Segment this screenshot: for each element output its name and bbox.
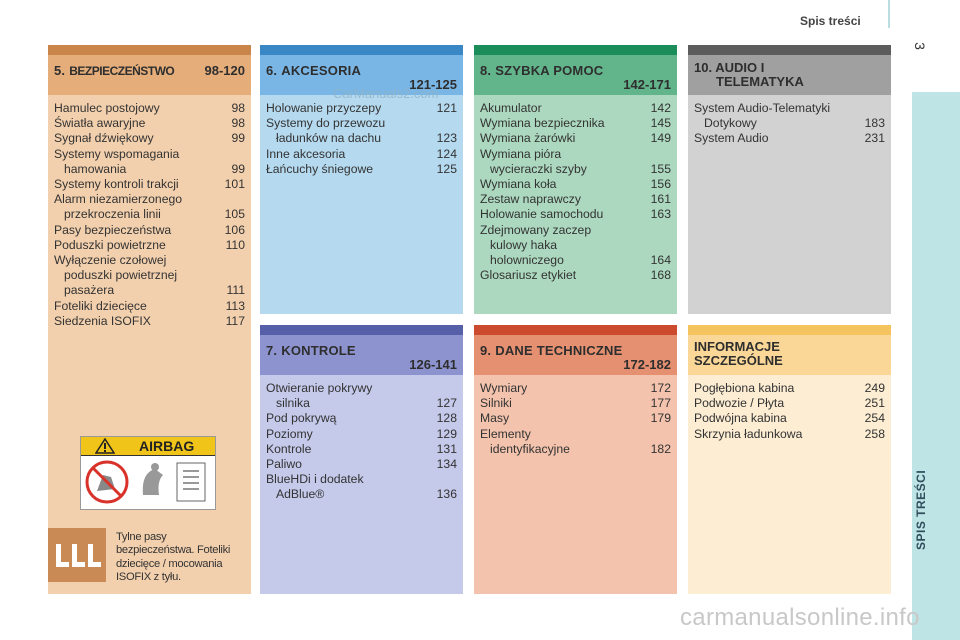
toc-entry-page: 99 (231, 161, 245, 176)
toc-entry-label-line: Alarm niezamierzonego (54, 192, 183, 207)
section-9-card (474, 325, 677, 594)
toc-entry-page: 182 (650, 441, 671, 456)
section-7-card (260, 325, 463, 594)
toc-entry-label (54, 223, 225, 238)
toc-entry[interactable] (694, 427, 885, 442)
toc-entry-label-line: Łańcuchy śniegowe (266, 161, 374, 176)
toc-entry[interactable] (480, 147, 671, 177)
toc-entry-page: 98 (231, 101, 245, 115)
toc-entry-page: 99 (231, 131, 245, 146)
toc-entry-label (54, 314, 226, 329)
toc-entry-page: 128 (436, 411, 457, 426)
section-9-range: 172-182 (623, 357, 671, 372)
toc-entry-label-line: wycieraczki szyby (490, 161, 587, 176)
toc-entry-label-line: AdBlue® (276, 487, 325, 502)
rear-seats-note: Tylne pasy bezpieczeństwa. Foteliki dziecięce / mocowania ISOFIX z tyłu. (116, 531, 231, 584)
toc-entry-label-line: Pasy bezpieczeństwa (54, 222, 172, 237)
section-6-body (260, 95, 463, 314)
toc-entry-label-line: Holowanie przyczepy (266, 101, 382, 115)
section-6-band (260, 45, 463, 55)
toc-entry-page: 101 (224, 177, 245, 192)
toc-entry-label-line: Podwójna kabina (694, 411, 787, 426)
toc-entry-label-line: poduszki powietrznej (64, 268, 178, 283)
header-divider (888, 0, 890, 28)
toc-entry-label-line: Kontrole (266, 441, 312, 456)
toc-entry-label (694, 427, 865, 442)
toc-entry[interactable] (54, 116, 245, 131)
toc-entry[interactable] (266, 442, 457, 457)
section-10-name-line2: TELEMATYKA (716, 74, 804, 89)
toc-entry-label (480, 411, 651, 426)
toc-entry[interactable] (694, 381, 885, 396)
toc-entry[interactable] (266, 472, 457, 502)
toc-entry-label-line: Masy (480, 411, 510, 426)
toc-entry-label-line: Systemy kontroli trakcji (54, 177, 179, 192)
section-9-entries (480, 381, 671, 457)
toc-entry-label-line: Hamulec postojowy (54, 101, 160, 115)
toc-entry-label (266, 147, 437, 162)
toc-entry-page: 231 (864, 131, 885, 146)
toc-entry-page: 98 (231, 116, 245, 131)
toc-entry[interactable] (266, 101, 457, 116)
toc-entry-label (54, 253, 226, 299)
section-7-band (260, 325, 463, 335)
warning-triangle-icon (95, 438, 115, 454)
toc-entry-page: 258 (864, 426, 885, 441)
toc-entry-page: 172 (650, 381, 671, 395)
section-8-card (474, 45, 677, 314)
toc-entry-label (480, 116, 651, 131)
seats-pictogram-icon (48, 528, 106, 582)
toc-entry-label-line: Holowanie samochodu (480, 207, 604, 222)
side-tab[interactable] (912, 92, 960, 640)
toc-entry[interactable] (266, 411, 457, 426)
toc-entry[interactable] (480, 192, 671, 207)
toc-entry-page: 177 (650, 396, 671, 411)
toc-entry[interactable] (54, 238, 245, 253)
section-8-entries (480, 101, 671, 283)
toc-entry-label (54, 116, 231, 131)
toc-entry-label-line: silnika (276, 396, 310, 411)
section-8-range: 142-171 (623, 77, 671, 92)
section-5-body (48, 95, 251, 594)
toc-entry-label-line: Pod pokrywą (266, 411, 337, 426)
section-8-number: 8. (480, 63, 492, 78)
toc-entry-page: 127 (436, 396, 457, 411)
toc-entry-page: 183 (864, 116, 885, 131)
toc-entry-page: 251 (864, 396, 885, 411)
section-7-entries (266, 381, 457, 503)
section-special-info-header[interactable] (688, 335, 891, 375)
toc-entry[interactable] (480, 207, 671, 222)
section-8-header[interactable] (474, 55, 677, 95)
toc-entry-page: 106 (224, 222, 245, 237)
toc-entry[interactable] (480, 381, 671, 396)
toc-entry-label-line: ładunków na dachu (276, 131, 382, 146)
toc-entry-label-line: holowniczego (490, 253, 564, 268)
toc-entry-label-line: Pogłębiona kabina (694, 381, 795, 395)
toc-entry-label (694, 381, 865, 396)
section-7-header[interactable] (260, 335, 463, 375)
toc-entry[interactable] (480, 268, 671, 283)
toc-entry[interactable] (694, 101, 885, 131)
section-10-entries (694, 101, 885, 147)
toc-entry-label (266, 457, 437, 472)
toc-entry-page: 164 (650, 253, 671, 268)
section-5-card (48, 45, 251, 594)
section-6-name: AKCESORIA (281, 63, 362, 78)
section-8-title (480, 63, 603, 78)
toc-entry-label-line: identyfikacyjne (490, 441, 570, 456)
toc-entry-label (480, 192, 651, 207)
section-special-info-card (688, 325, 891, 594)
toc-entry-page: 142 (650, 101, 671, 115)
toc-entry-label (266, 116, 437, 146)
toc-entry-label-line: Wymiana pióra (480, 146, 562, 161)
section-6-entries (266, 101, 457, 177)
toc-entry-label (480, 207, 651, 222)
section-10-body (688, 95, 891, 314)
toc-entry-label (266, 381, 437, 411)
toc-entry-page: 145 (650, 116, 671, 131)
toc-entry[interactable] (54, 177, 245, 192)
section-5-range: 98-120 (204, 63, 245, 78)
toc-entry-page: 124 (436, 146, 457, 161)
toc-entry-page: 163 (650, 207, 671, 222)
toc-entry-label (694, 131, 865, 146)
toc-entry-page: 136 (436, 487, 457, 502)
section-7-range: 126-141 (409, 357, 457, 372)
toc-entry-label-line: Podwozie / Płyta (694, 396, 785, 411)
toc-entry[interactable] (54, 147, 245, 177)
toc-entry[interactable] (266, 457, 457, 472)
toc-entry-label (54, 238, 226, 253)
toc-entry-label-line: Wymiary (480, 381, 528, 395)
toc-entry-label (54, 131, 231, 146)
toc-entry[interactable] (54, 131, 245, 146)
section-10-band (688, 45, 891, 55)
toc-entry-label (54, 101, 231, 116)
toc-entry-label-line: BlueHDi i dodatek (266, 472, 364, 487)
toc-entry-label-line: Poziomy (266, 426, 313, 441)
toc-entry[interactable] (54, 299, 245, 314)
toc-entry-page: 113 (225, 298, 245, 313)
section-10-header[interactable] (688, 55, 891, 95)
toc-entry-page: 254 (864, 411, 885, 426)
section-9-name: DANE TECHNICZNE (495, 343, 623, 358)
section-special-info-band (688, 325, 891, 335)
toc-entry[interactable] (54, 223, 245, 238)
toc-entry-label-line: Otwieranie pokrywy (266, 381, 373, 395)
section-5-number: 5. (54, 63, 66, 78)
toc-entry[interactable] (694, 411, 885, 426)
toc-entry-page: 155 (650, 161, 671, 176)
section-10-number: 10. (694, 60, 713, 75)
section-9-band (474, 325, 677, 335)
toc-entry[interactable] (266, 147, 457, 162)
section-special-info-body (688, 375, 891, 594)
toc-entry[interactable] (54, 253, 245, 299)
toc-entry[interactable] (694, 396, 885, 411)
toc-entry-page: 131 (436, 441, 457, 456)
section-6-range: 121-125 (409, 77, 457, 92)
toc-entry-label-line: System Audio (694, 131, 769, 146)
section-5-title (54, 63, 174, 78)
toc-entry-label (54, 177, 225, 192)
rear-seats-icon (48, 528, 106, 582)
toc-entry-page: 123 (436, 131, 457, 146)
section-8-body (474, 95, 677, 314)
toc-entry-page: 161 (650, 192, 671, 207)
toc-entry-label-line: Siedzenia ISOFIX (54, 313, 151, 328)
section-10-title (694, 61, 804, 89)
toc-entry-label (480, 396, 651, 411)
toc-entry-page: 179 (650, 411, 671, 426)
section-5-header[interactable] (48, 55, 251, 95)
airbag-warning-label (80, 436, 216, 510)
section-9-number: 9. (480, 343, 492, 358)
toc-entry-label (480, 131, 651, 146)
page-header-title: Spis treści (800, 14, 861, 28)
toc-entry[interactable] (54, 314, 245, 329)
toc-entry-label (54, 192, 225, 222)
airbag-pictogram-icon (81, 455, 215, 509)
toc-entry-label-line: Sygnał dźwiękowy (54, 131, 154, 146)
toc-entry-label-line: Paliwo (266, 457, 302, 472)
toc-entry-label-line: Glosariusz etykiet (480, 268, 577, 283)
section-9-body (474, 375, 677, 594)
toc-entry-label-line: Wymiana bezpiecznika (480, 116, 605, 131)
toc-entry-label (480, 101, 651, 116)
section-7-number: 7. (266, 343, 278, 358)
watermark-top: CarManuals2.com (333, 86, 439, 101)
watermark-bottom: carmanualsonline.info (680, 604, 920, 631)
section-8-band (474, 45, 677, 55)
toc-entry-label (266, 411, 437, 426)
toc-entry-page: 110 (225, 237, 245, 252)
section-10-name: AUDIO I (715, 60, 765, 75)
toc-entry-label-line: Wyłączenie czołowej (54, 253, 167, 268)
toc-entry-label (694, 101, 865, 131)
toc-entry-label-line: Wymiana żarówki (480, 131, 576, 146)
section-special-info-title (694, 340, 783, 368)
section-10-card (688, 45, 891, 314)
toc-entry[interactable] (480, 116, 671, 131)
toc-entry-label-line: przekroczenia linii (64, 207, 161, 222)
section-5-entries (54, 101, 245, 329)
toc-entry[interactable] (480, 427, 671, 457)
toc-entry-label-line: Zestaw naprawczy (480, 192, 581, 207)
toc-entry-page: 125 (436, 161, 457, 176)
toc-entry[interactable] (480, 131, 671, 146)
toc-entry-label-line: kulowy haka (490, 237, 558, 252)
section-7-body (260, 375, 463, 594)
section-special-info-name-line2: SZCZEGÓLNE (694, 353, 783, 368)
toc-entry[interactable] (54, 101, 245, 116)
toc-entry[interactable] (266, 427, 457, 442)
toc-entry-label (480, 177, 651, 192)
toc-entry-label-line: Silniki (480, 396, 512, 411)
toc-entry-label-line: Skrzynia ładunkowa (694, 426, 803, 441)
toc-entry-label (266, 427, 437, 442)
toc-entry[interactable] (54, 192, 245, 222)
airbag-label-text: AIRBAG (139, 438, 195, 454)
toc-entry-page: 111 (226, 283, 245, 298)
side-tab-label: SPIS TREŚCI (914, 469, 928, 550)
toc-entry-label-line: Dotykowy (704, 116, 757, 131)
toc-entry-page: 134 (436, 457, 457, 472)
toc-entry-label-line: pasażera (64, 283, 115, 298)
section-9-title (480, 343, 622, 358)
section-6-title (266, 63, 361, 78)
toc-entry-label-line: Akumulator (480, 101, 542, 115)
section-7-title (266, 343, 356, 358)
toc-entry-label (54, 299, 226, 314)
toc-entry-label (266, 101, 437, 116)
section-5-band (48, 45, 251, 55)
toc-entry[interactable] (266, 162, 457, 177)
airbag-label-header (81, 437, 215, 456)
toc-entry[interactable] (480, 177, 671, 192)
toc-entry-label (480, 268, 651, 283)
toc-entry-label-line: Foteliki dziecięce (54, 298, 147, 313)
toc-entry-label (694, 396, 865, 411)
toc-entry-label-line: Światła awaryjne (54, 116, 146, 131)
toc-entry-label (694, 411, 865, 426)
toc-entry-page: 168 (650, 268, 671, 283)
toc-entry-label (480, 223, 651, 269)
toc-entry-label-line: Zdejmowany zaczep (480, 222, 592, 237)
toc-entry[interactable] (266, 116, 457, 146)
toc-entry-page: 117 (225, 313, 245, 328)
toc-entry-label (480, 381, 651, 396)
toc-entry-label-line: System Audio-Telematyki (694, 101, 831, 115)
toc-entry-label-line: Inne akcesoria (266, 146, 346, 161)
toc-entry-label (266, 442, 437, 457)
toc-entry-label (266, 162, 437, 177)
toc-entry-label-line: Wymiana koła (480, 177, 557, 192)
toc-entry-label (480, 147, 651, 177)
toc-entry[interactable] (480, 396, 671, 411)
toc-entry-page: 156 (650, 177, 671, 192)
toc-entry[interactable] (694, 131, 885, 146)
section-special-info-name: INFORMACJE (694, 339, 780, 354)
toc-entry[interactable] (266, 381, 457, 411)
toc-entry-label-line: Systemy wspomagania (54, 146, 180, 161)
toc-entry-page: 129 (436, 426, 457, 441)
page-number: 3 (911, 42, 928, 50)
section-special-info-entries (694, 381, 885, 442)
toc-entry-page: 249 (864, 381, 885, 395)
toc-entry-page: 121 (436, 101, 457, 115)
toc-entry-label-line: hamowania (64, 161, 127, 176)
toc-entry-label-line: Systemy do przewozu (266, 116, 386, 131)
toc-entry-label-line: Poduszki powietrzne (54, 237, 166, 252)
toc-entry-page: 105 (224, 207, 245, 222)
section-9-header[interactable] (474, 335, 677, 375)
section-5-name: BEZPIECZEŃSTWO (69, 64, 175, 78)
toc-entry-label (480, 427, 651, 457)
toc-entry[interactable] (480, 411, 671, 426)
section-8-name: SZYBKA POMOC (495, 63, 604, 78)
section-7-name: KONTROLE (281, 343, 356, 358)
toc-entry-page: 149 (650, 131, 671, 146)
toc-entry-label-line: Elementy (480, 426, 531, 441)
toc-entry[interactable] (480, 223, 671, 269)
toc-entry[interactable] (480, 101, 671, 116)
toc-entry-label (266, 472, 437, 502)
section-6-number: 6. (266, 63, 278, 78)
toc-entry-label (54, 147, 231, 177)
